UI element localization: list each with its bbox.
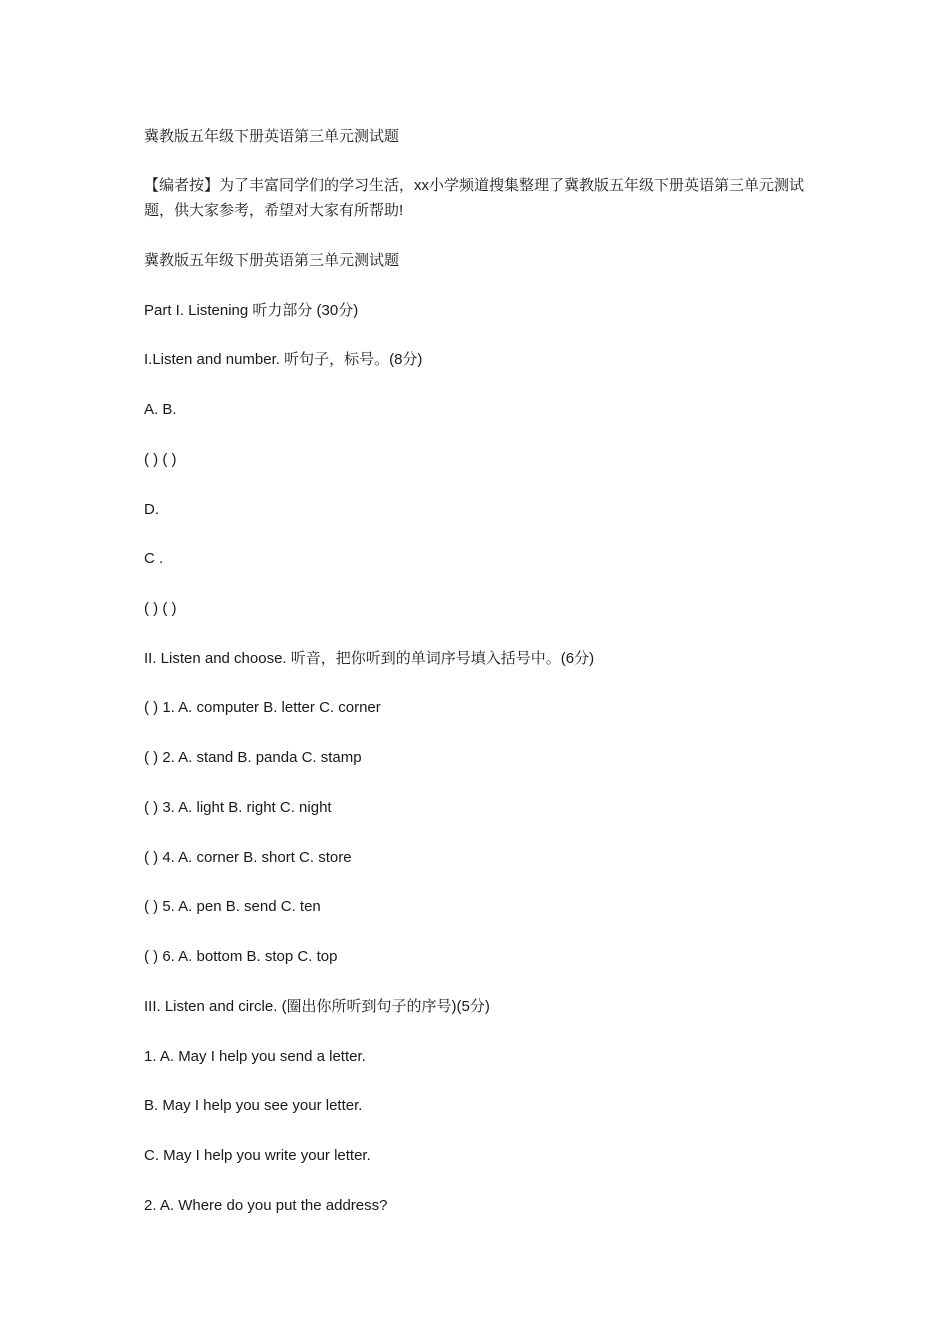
text-line: ( ) ( ) bbox=[144, 600, 177, 617]
text-line: ( ) ( ) bbox=[144, 451, 177, 468]
question-item: ( ) 4. A. corner B. short C. store bbox=[144, 849, 352, 866]
text-line: A. B. bbox=[144, 401, 177, 418]
editor-note: 【编者按】为了丰富同学们的学习生活，xx小学频道搜集整理了冀教版五年级下册英语第三单元测试题，供大家参考，希望对大家有所帮助! bbox=[144, 177, 805, 219]
question-item: ( ) 2. A. stand B. panda C. stamp bbox=[144, 749, 362, 766]
question-item: ( ) 3. A. light B. right C. night bbox=[144, 799, 332, 816]
section-heading-3: III. Listen and circle. (圈出你所听到句子的序号)(5分) bbox=[144, 998, 490, 1015]
question-item: B. May I help you see your letter. bbox=[144, 1097, 363, 1114]
question-item: 2. A. Where do you put the address? bbox=[144, 1197, 388, 1214]
text-line: D. bbox=[144, 501, 159, 518]
text-line: C . bbox=[144, 550, 164, 567]
question-item: ( ) 6. A. bottom B. stop C. top bbox=[144, 948, 338, 965]
question-item: ( ) 5. A. pen B. send C. ten bbox=[144, 898, 321, 915]
part-heading: Part I. Listening 听力部分 (30分) bbox=[144, 302, 359, 319]
document-title: 冀教版五年级下册英语第三单元测试题 bbox=[144, 128, 400, 145]
question-item: ( ) 1. A. computer B. letter C. corner bbox=[144, 699, 381, 716]
question-item: C. May I help you write your letter. bbox=[144, 1147, 371, 1164]
section-heading-2: II. Listen and choose. 听音，把你听到的单词序号填入括号中。(6分) bbox=[144, 650, 595, 667]
section-title: 冀教版五年级下册英语第三单元测试题 bbox=[144, 252, 400, 269]
question-item: 1. A. May I help you send a letter. bbox=[144, 1048, 366, 1065]
section-heading-1: I.Listen and number. 听句子，标号。(8分) bbox=[144, 351, 423, 368]
